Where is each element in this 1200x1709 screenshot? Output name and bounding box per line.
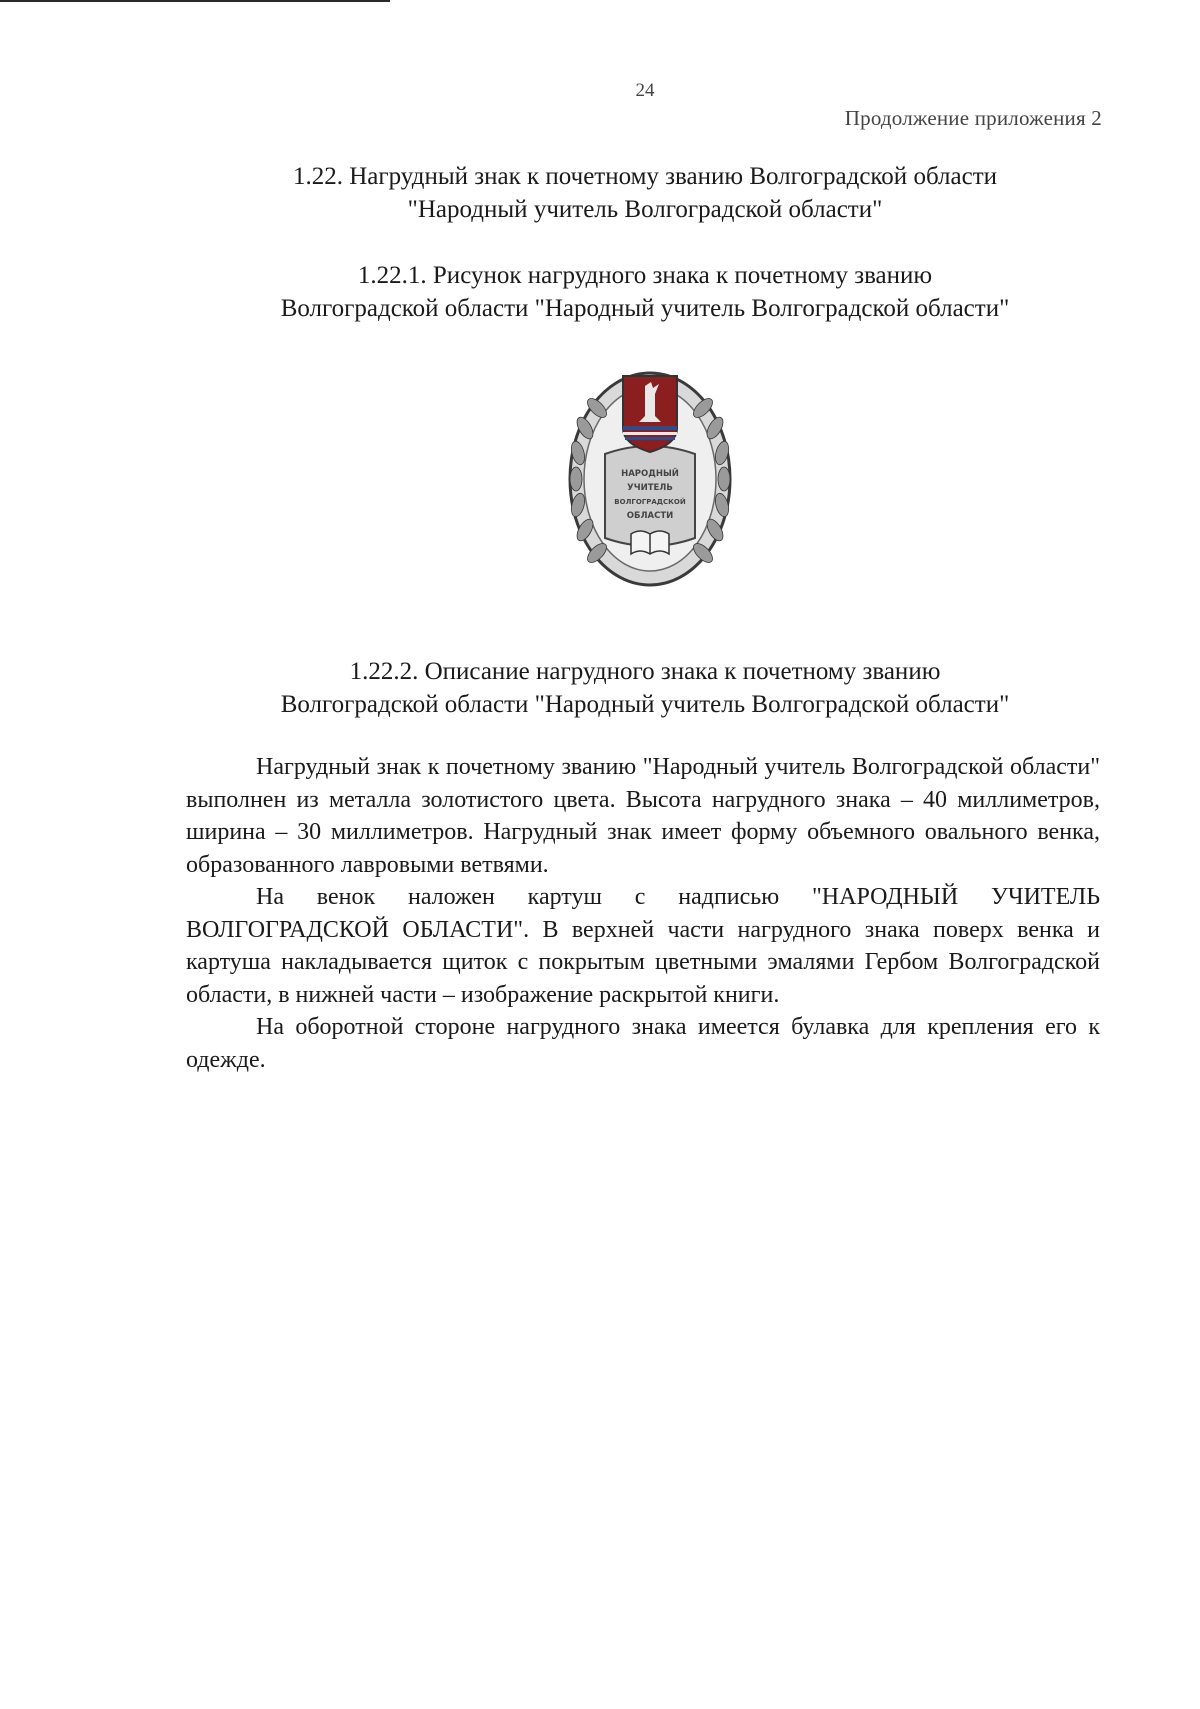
section-heading-line-2: "Народный учитель Волгоградской области" xyxy=(407,196,883,223)
appendix-continuation-note: Продолжение приложения 2 xyxy=(844,106,1102,130)
description-paragraph-3: На оборотной стороне нагрудного знака имеется булавка для крепления его к одежде. xyxy=(186,1014,1100,1073)
description-heading-line-2: Волгоградской области "Народный учитель Волгоградской области" xyxy=(280,691,1010,718)
description-paragraph-2: На венок наложен картуш с надписью "НАРОДНЫЙ УЧИТЕЛЬ ВОЛГОГРАДСКОЙ ОБЛАСТИ". В верхней части нагрудного знака поверх венка и картуша накладывается щиток с покрытым цветными эмалями Гербом Волгоградской области, в нижней части – изображение раскрытой книги. xyxy=(186,884,1100,1008)
scan-edge-line xyxy=(0,0,390,2)
badge-inscription-line-1: НАРОДНЫЙ xyxy=(621,469,679,479)
description-heading-line-1: 1.22.2. Описание нагрудного знака к почетному званию xyxy=(349,658,941,685)
description-body xyxy=(186,751,1100,1076)
badge-illustration xyxy=(565,368,735,590)
section-heading xyxy=(150,160,1140,226)
figure-heading xyxy=(150,259,1140,325)
description-paragraph-1: Нагрудный знак к почетному званию "Народный учитель Волгоградской области" выполнен из металла золотистого цвета. Высота нагрудного знака – 40 миллиметров, ширина – 30 миллиметров. Нагрудный знак имеет форму объемного овального венка, образованного лавровыми ветвями. xyxy=(186,754,1100,878)
figure-heading-line-2: Волгоградской области "Народный учитель Волгоградской области" xyxy=(280,295,1010,322)
badge-image xyxy=(565,368,735,590)
page-number: 24 xyxy=(635,80,655,101)
figure-heading-line-1: 1.22.1. Рисунок нагрудного знака к почетному званию xyxy=(357,262,933,289)
badge-inscription-line-3: ВОЛГОГРАДСКОЙ xyxy=(614,498,686,506)
open-book-icon xyxy=(631,531,669,554)
description-heading xyxy=(150,655,1140,721)
coat-of-arms-icon xyxy=(623,376,677,452)
badge-inscription-line-2: УЧИТЕЛЬ xyxy=(627,483,673,493)
section-heading-line-1: 1.22. Нагрудный знак к почетному званию Волгоградской области xyxy=(292,163,998,190)
cartouche xyxy=(605,446,695,546)
badge-inscription-line-4: ОБЛАСТИ xyxy=(626,511,674,521)
